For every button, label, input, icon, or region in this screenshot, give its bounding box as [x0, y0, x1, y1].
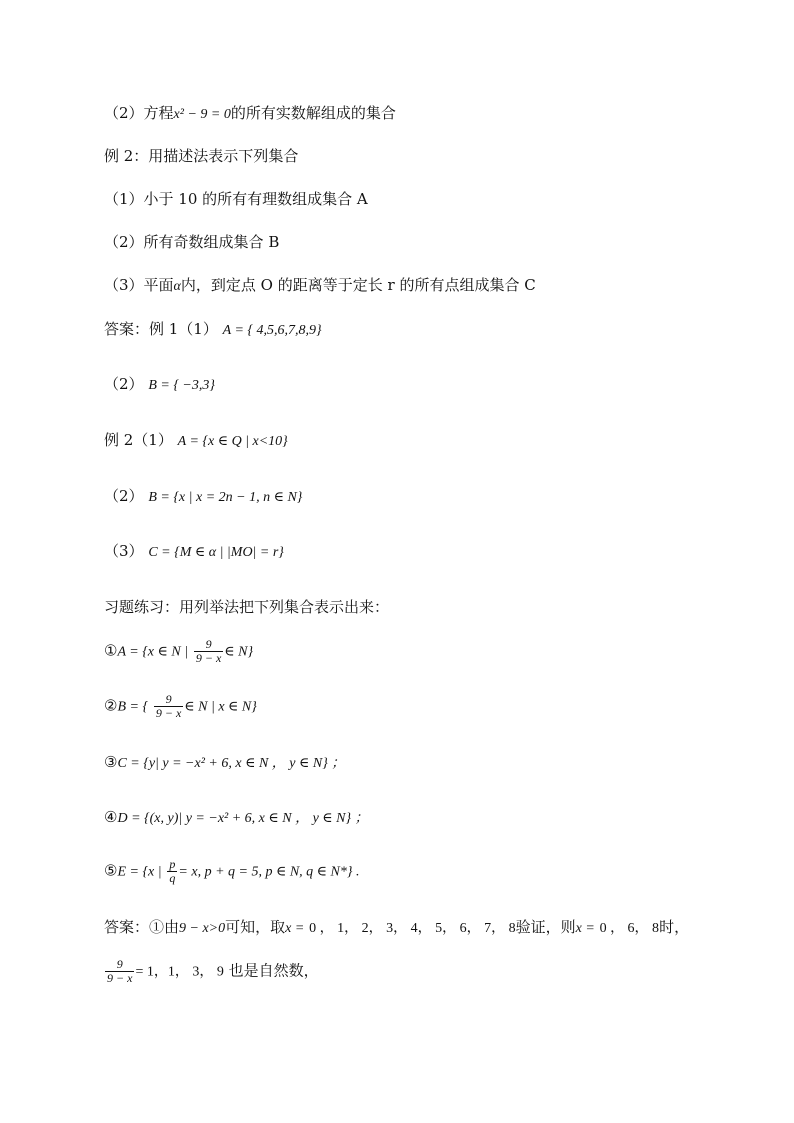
answer-prefix: （2）	[104, 375, 144, 393]
circled-number-3: ③	[104, 753, 118, 771]
answer-prefix: （3）	[104, 542, 144, 560]
denominator: 9 − x	[155, 706, 182, 720]
answer-line-4	[104, 486, 302, 508]
exercise-heading	[104, 597, 389, 617]
denominator: 9 − x	[107, 971, 133, 985]
exercise-5	[104, 858, 359, 885]
exercise-3	[104, 752, 345, 774]
heading-text: 例 2：用描述法表示下列集合	[104, 147, 299, 165]
answer-line-1	[104, 319, 322, 341]
ex2-1-math: A = {x ∈ Q | x<10}	[177, 434, 288, 449]
math-right: ∈ N}	[224, 644, 254, 660]
alpha-symbol: α	[173, 279, 181, 294]
answer-line-2	[104, 374, 215, 396]
math-right: ∈ N | x ∈ N}	[184, 699, 257, 715]
circled-number-2: ②	[104, 696, 118, 715]
equals-one: = 1，	[135, 964, 168, 980]
x-equals: x =	[575, 921, 595, 936]
text-line-3	[104, 189, 368, 209]
answer-line-5	[104, 541, 284, 563]
numerator: 9	[205, 637, 212, 651]
heading-text: 习题练习：用列举法把下列集合表示出来：	[104, 598, 390, 616]
answer-prefix: 例 2（1）	[104, 431, 173, 449]
condition-math: 9 − x>0	[179, 921, 226, 936]
exercise-4	[104, 807, 369, 829]
set-b-math: B = { −3,3}	[148, 378, 215, 393]
answer-prefix: 答案：例 1（1）	[104, 320, 218, 338]
item-text: （1）小于 10 的所有有理数组成集合 A	[104, 190, 368, 208]
fraction	[167, 858, 177, 885]
circled-number-5: ⑤	[104, 861, 118, 880]
example-2-heading	[104, 146, 298, 166]
fraction	[154, 693, 183, 720]
ex2-3-math: C = {M ∈ α | |MO| = r}	[148, 545, 284, 560]
line-prefix: （2）方程	[104, 104, 174, 122]
fraction	[194, 638, 223, 665]
math-left: B = {	[117, 699, 149, 715]
denominator: q	[169, 871, 176, 885]
answer-text: 也是自然数，	[228, 961, 319, 980]
exercise-2	[104, 693, 257, 720]
math-left: E = {x |	[117, 864, 162, 880]
math-expr: D = {(x, y)| y = −x² + 6, x ∈ N ， y ∈ N} ；	[117, 811, 369, 826]
circled-number-1: ①	[104, 641, 118, 660]
math-expr: C = {y| y = −x² + 6, x ∈ N ， y ∈ N} ；	[117, 756, 346, 771]
answer-line-3	[104, 430, 288, 452]
numerator: p	[169, 857, 176, 871]
exercise-1	[104, 638, 253, 665]
value-list-1: 0 ， 1， 2， 3， 4， 5， 6， 7， 8	[309, 921, 516, 936]
equation: x² − 9 = 0	[173, 107, 231, 122]
numerator: 9	[116, 957, 123, 971]
x-equals: x =	[285, 921, 305, 936]
set-a-math: A = { 4,5,6,7,8,9}	[222, 323, 322, 338]
text-line-4	[104, 232, 279, 252]
denominator: 9 − x	[195, 651, 222, 665]
circled-number-4: ④	[104, 808, 118, 826]
value-list-2: 0 ， 6， 8	[599, 921, 660, 936]
math-right: = x, p + q = 5, p ∈ N, q ∈ N*} .	[178, 864, 360, 880]
item-prefix: （3）平面	[104, 276, 174, 294]
numerator: 9	[165, 692, 172, 706]
answer-text: 时，	[659, 918, 690, 936]
answer-exercise-line-2	[104, 958, 319, 985]
answer-prefix: （2）	[104, 487, 144, 505]
math-left: A = {x ∈ N |	[117, 644, 189, 660]
answer-prefix: 答案：①由	[104, 918, 180, 936]
text-line-5	[104, 275, 536, 297]
item-suffix: 内，到定点 O 的距离等于定长 r 的所有点组成集合 C	[180, 276, 536, 294]
fraction	[105, 958, 134, 985]
answer-exercise-line	[104, 917, 689, 939]
answer-text: 可知，取	[225, 918, 286, 936]
line-suffix: 的所有实数解组成的集合	[230, 104, 396, 122]
ex2-2-math: B = {x | x = 2n − 1, n ∈ N}	[148, 490, 303, 505]
text-line-1	[104, 103, 396, 125]
item-text: （2）所有奇数组成集合 B	[104, 233, 280, 251]
values: 1， 3， 9	[167, 964, 224, 980]
answer-text: 验证，则	[515, 918, 576, 936]
